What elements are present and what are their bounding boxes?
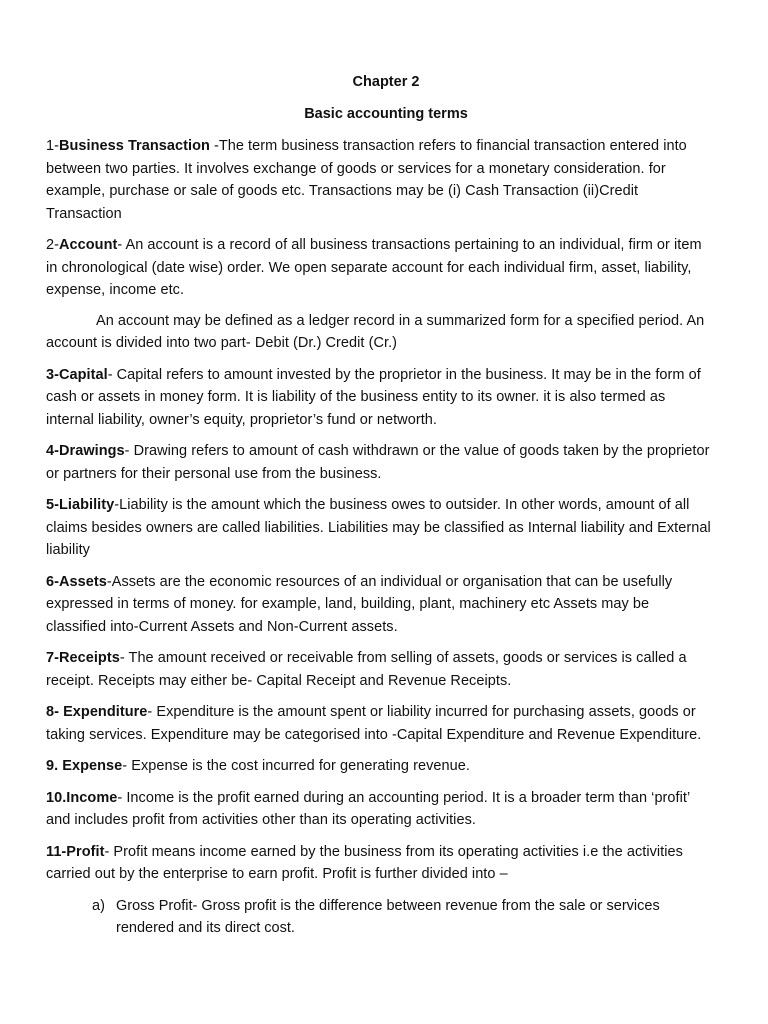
chapter-heading: Chapter 2 <box>352 74 420 90</box>
list-marker: a) <box>92 897 105 914</box>
definition-text: - An account is a record of all business transactions pertaining to an individual, firm or item in chronological (date wise) order. We open separate account for each individual firm, asset, liability, expense, income etc. <box>46 237 702 298</box>
definition-prefix: 1- <box>46 138 59 154</box>
definition-term: 8- Expenditure <box>46 704 148 720</box>
definition-text: An account may be defined as a ledger record in a summarized form for a specified period. An account is divided into two part- Debit (Dr.) Credit (Cr.) <box>46 312 705 351</box>
definition-liability <box>46 494 712 562</box>
definition-drawings <box>46 440 712 485</box>
definition-term: 10.Income <box>46 789 118 806</box>
definition-account <box>46 234 712 302</box>
definition-profit <box>46 841 712 886</box>
list-item <box>46 895 712 940</box>
definition-text: -Liability is the amount which the business owes to outsider. In other words, amount of all claims besides owners are called liabilities. Liabilities may be classified as Internal liability and External liability <box>46 497 711 558</box>
definition-text: - Income is the profit earned during an accounting period. It is a broader term than ‘profit’ and includes profit from activities other than its operating activities. <box>46 789 690 828</box>
definition-assets <box>46 571 712 639</box>
definition-text: -Assets are the economic resources of an individual or organisation that can be usefully expressed in terms of money. for example, land, building, plant, machinery etc Assets may be classified into-Current Assets and Non-Current assets. <box>46 573 673 635</box>
definition-term: 4-Drawings <box>46 443 125 459</box>
definition-receipts <box>46 647 712 692</box>
definition-term: 6-Assets <box>46 573 107 590</box>
definition-term: 11-Profit <box>46 843 105 860</box>
definition-text: - Expenditure is the amount spent or liability incurred for purchasing assets, goods or taking services. Expenditure may be categorised into -Capital Expenditure and Revenue Expenditure. <box>46 704 702 743</box>
definition-text: - Expense is the cost incurred for generating revenue. <box>122 758 470 774</box>
list-item-text: Gross Profit- Gross profit is the difference between revenue from the sale or services rendered and its direct cost. <box>116 897 660 936</box>
definition-text: - Profit means income earned by the business from its operating activities i.e the activities carried out by the enterprise to earn profit. Profit is further divided into – <box>46 843 683 882</box>
definition-term: 3-Capital <box>46 366 108 383</box>
definition-prefix: 2- <box>46 237 59 253</box>
definition-text: -The term business transaction refers to financial transaction entered into between two parties. It involves exchange of goods or services for a monetary consideration. for example, purchase or sale of goods etc. Transactions may be (i) Cash Transaction (ii)Credit Transaction <box>46 138 687 222</box>
definition-account-continued <box>46 310 712 355</box>
definition-text: - Capital refers to amount invested by the proprietor in the business. It may be in the form of cash or assets in money form. It is liability of the business entity to its owner. it is also termed as internal liability, owner’s equity, proprietor’s fund or networth. <box>46 366 701 428</box>
definitions-list <box>46 135 712 940</box>
chapter-subtitle: Basic accounting terms <box>304 106 468 122</box>
definition-term: 7-Receipts <box>46 650 120 666</box>
definition-expense <box>46 755 712 778</box>
definition-expenditure <box>46 701 712 746</box>
definition-term: Business Transaction <box>59 138 210 154</box>
definition-text: - The amount received or receivable from selling of assets, goods or services is called a receipt. Receipts may either be- Capital Receipt and Revenue Receipts. <box>46 650 687 689</box>
definition-capital <box>46 364 712 432</box>
profit-subtypes-list <box>46 895 712 940</box>
definition-term: 9. Expense <box>46 758 123 774</box>
definition-income <box>46 787 712 832</box>
definition-term: 5-Liability <box>46 497 115 513</box>
definition-term: Account <box>59 237 118 253</box>
definition-business-transaction <box>46 135 712 225</box>
definition-text: - Drawing refers to amount of cash withdrawn or the value of goods taken by the proprietor or partners for their personal use from the business. <box>46 443 710 482</box>
